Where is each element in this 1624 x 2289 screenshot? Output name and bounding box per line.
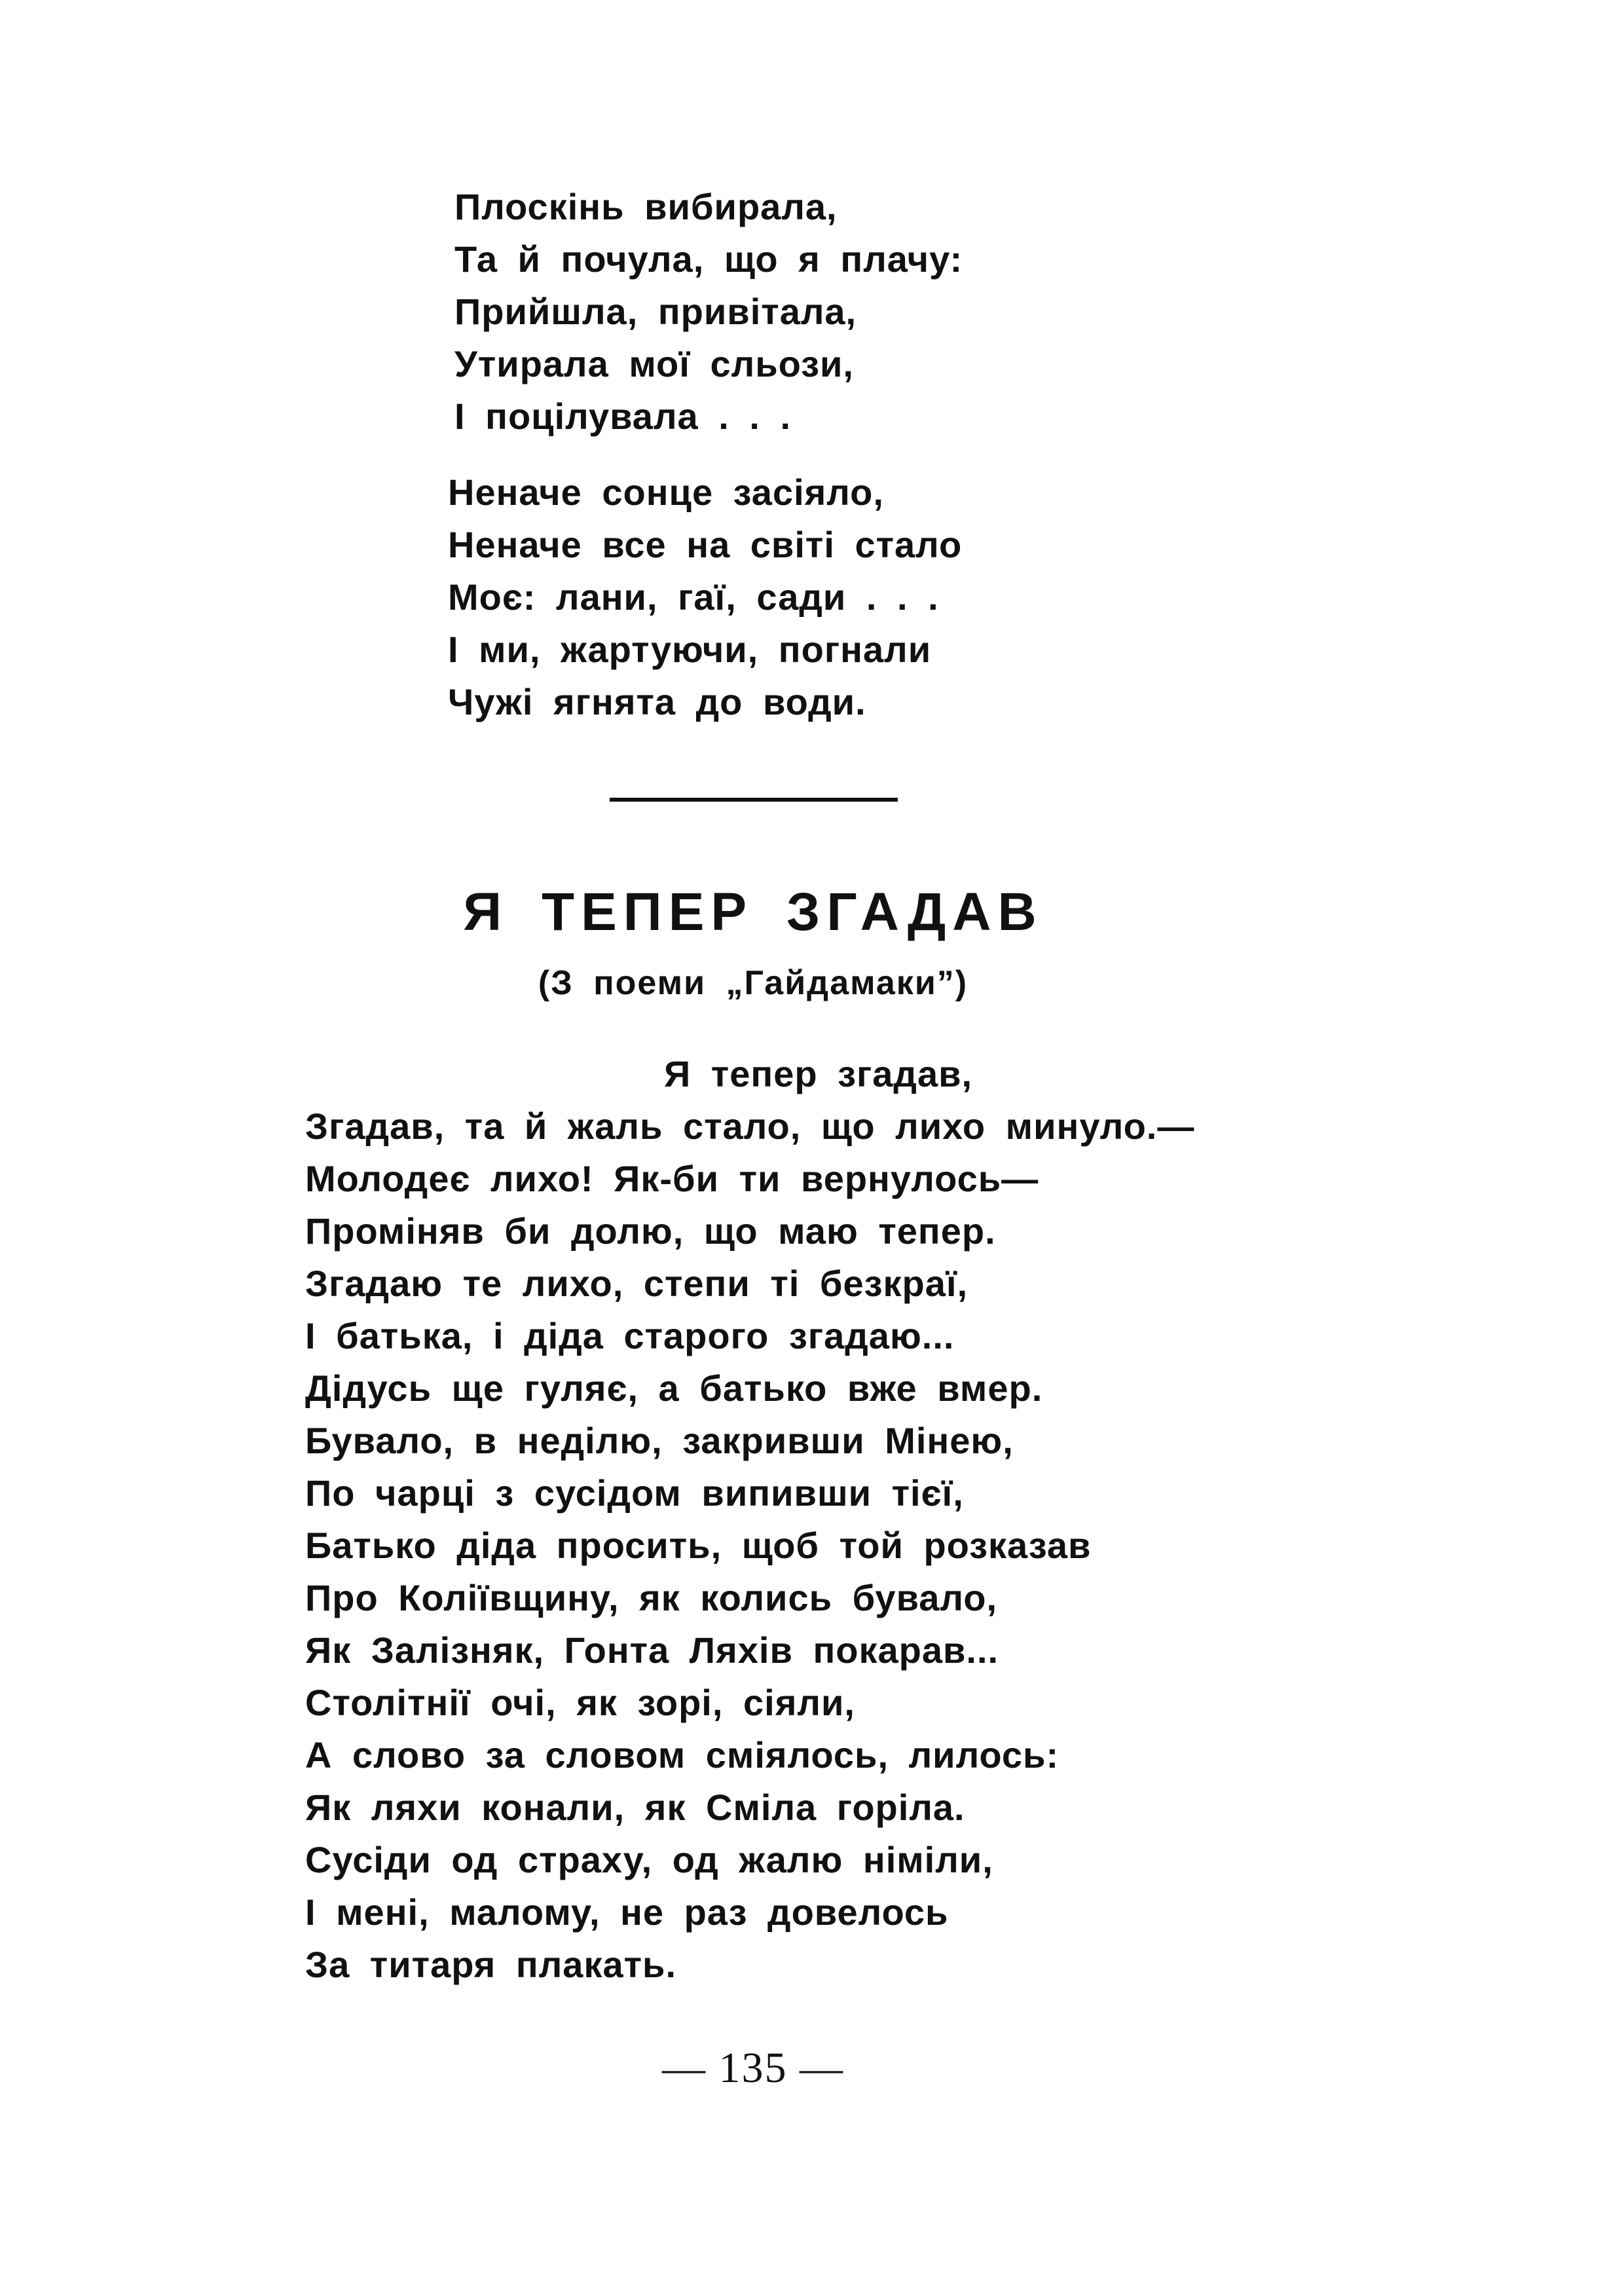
verse-line: Столітнії очі, як зорі, сіяли, xyxy=(305,1682,855,1723)
poem-subtitle: (З поеми „Гайдамаки”) xyxy=(538,964,969,1002)
verse-line: І батька, і діда старого згадаю... xyxy=(305,1315,955,1356)
verse-line: І ми, жартуючи, погнали xyxy=(448,629,932,670)
verse-line: По чарці з сусідом випивши тієї, xyxy=(305,1472,964,1514)
verse-line: Неначе сонце засіяло, xyxy=(448,472,884,513)
verse-line: А слово за словом сміялось, лилось: xyxy=(305,1734,1060,1776)
verse-line: Та й почула, що я плачу: xyxy=(454,238,963,280)
section-divider xyxy=(610,798,898,802)
page-number: — 135 — xyxy=(662,2044,844,2092)
verse-line: Проміняв би долю, що маю тепер. xyxy=(305,1210,996,1252)
verse-line: За титаря плакать. xyxy=(305,1944,677,1985)
verse-line: Сусіди од страху, од жалю німіли, xyxy=(305,1839,993,1880)
verse-line: Прийшла, привітала, xyxy=(454,291,857,332)
previous-poem-stanza-1 xyxy=(454,181,963,443)
verse-line: Неначе все на світі стало xyxy=(448,524,963,565)
verse-line: Чужі ягнята до води. xyxy=(448,681,866,722)
verse-line: І мені, малому, не раз довелось xyxy=(305,1891,949,1933)
verse-line: Моє: лани, гаї, сади . . . xyxy=(448,576,939,618)
verse-line: Згадав, та й жаль стало, що лихо минуло.— xyxy=(305,1106,1195,1147)
verse-line: Про Коліївщину, як колись бувало, xyxy=(305,1577,997,1618)
previous-poem-stanza-2 xyxy=(448,466,962,728)
verse-line: Дідусь ще гуляє, а батько вже вмер. xyxy=(305,1368,1043,1409)
poem-body xyxy=(305,1048,1194,1991)
verse-line: Бувало, в неділю, закривши Мінею, xyxy=(305,1420,1014,1461)
poem-title: Я ТЕПЕР ЗГАДАВ xyxy=(463,882,1043,942)
verse-line: Молодеє лихо! Як-би ти вернулось— xyxy=(305,1158,1039,1199)
verse-line: Плоскінь вибирала, xyxy=(454,186,838,227)
verse-line: Згадаю те лихо, степи ті безкраї, xyxy=(305,1263,969,1304)
verse-line: І поцілувала . . . xyxy=(454,396,792,437)
verse-line: Утирала мої сльози, xyxy=(454,343,854,384)
verse-line: Я тепер згадав, xyxy=(664,1053,973,1094)
verse-line: Батько діда просить, щоб той розказав xyxy=(305,1525,1092,1566)
verse-line: Як Залізняк, Гонта Ляхів покарав... xyxy=(305,1629,999,1671)
verse-line: Як ляхи конали, як Сміла горіла. xyxy=(305,1787,965,1828)
